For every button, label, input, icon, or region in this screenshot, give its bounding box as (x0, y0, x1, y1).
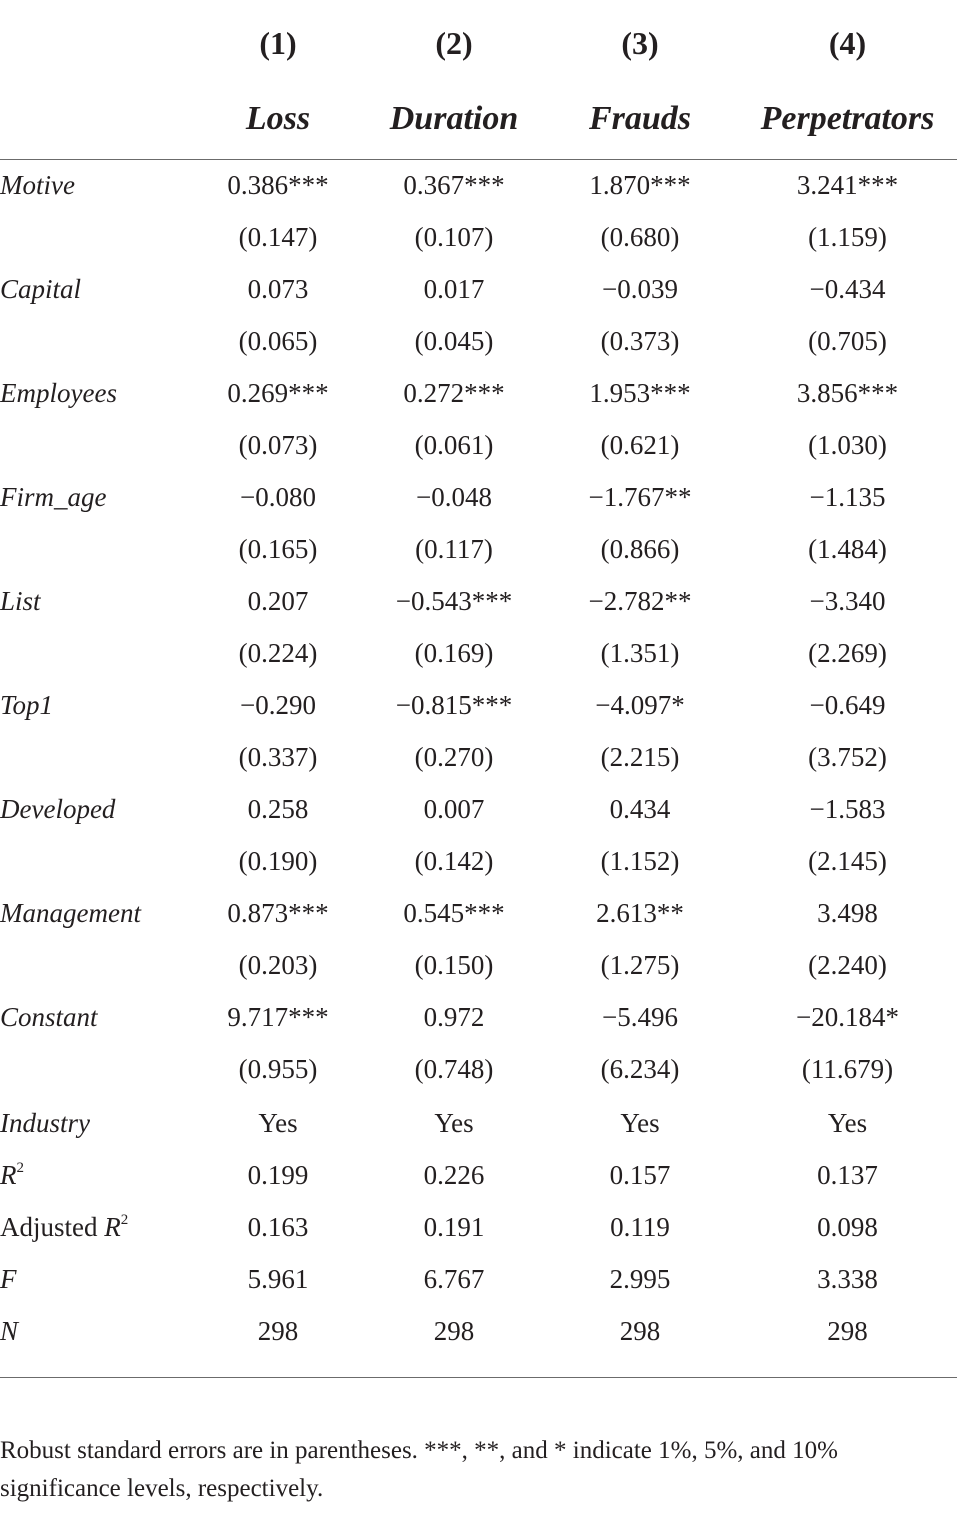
coef-cell: −0.080 (240, 482, 316, 512)
se-cell: (0.866) (600, 534, 680, 564)
se-cell: (0.150) (414, 950, 494, 980)
row-label: List (0, 586, 41, 616)
coef-cell: 0.873*** (227, 898, 329, 928)
table-row-management (0, 887, 957, 939)
se-cell: (1.275) (600, 950, 680, 980)
stat-cell: Yes (434, 1108, 474, 1138)
se-cell: (0.165) (238, 534, 318, 564)
table-row-developed (0, 783, 957, 835)
coef-cell: −3.340 (809, 586, 886, 616)
row-label: Industry (0, 1108, 90, 1138)
coef-cell: 0.073 (247, 274, 309, 304)
coef-cell: 0.386*** (227, 170, 329, 200)
table-row-constant (0, 991, 957, 1043)
table-row-industry (0, 1097, 957, 1149)
se-cell: (2.240) (808, 950, 887, 980)
label-r: R (0, 1160, 17, 1190)
table-footnote: Robust standard errors are in parentheses. ***, **, and * indicate 1%, 5%, and 10% significance levels, respectively. (0, 1437, 838, 1502)
table-row-developed-se (0, 835, 957, 887)
table-row-employees-se (0, 419, 957, 471)
coef-cell: −0.048 (416, 482, 492, 512)
coef-cell: −1.767** (588, 482, 692, 512)
se-cell: (1.030) (808, 430, 887, 460)
coef-cell: −1.583 (809, 794, 886, 824)
table-row-constant-se (0, 1043, 957, 1095)
stat-cell: 3.338 (817, 1264, 878, 1294)
se-cell: (0.190) (238, 846, 318, 876)
table-row-adjusted-r-squared (0, 1201, 957, 1253)
stat-cell: 0.098 (817, 1212, 878, 1242)
stat-cell: 0.191 (423, 1212, 485, 1242)
coef-cell: 0.269*** (227, 378, 329, 408)
row-label (0, 1201, 128, 1253)
label-sup: 2 (16, 1160, 24, 1176)
table-row-r-squared (0, 1149, 957, 1201)
header-name-loss: Loss (245, 100, 311, 137)
se-cell: (1.351) (600, 638, 680, 668)
table-row-motive (0, 159, 957, 211)
stat-cell: 298 (827, 1316, 868, 1346)
stat-cell: 0.137 (817, 1160, 878, 1190)
coef-cell: 3.856*** (796, 378, 899, 408)
coef-cell: 0.367*** (403, 170, 505, 200)
se-cell: (0.270) (414, 742, 494, 772)
header-name-perpetrators: Perpetrators (760, 100, 935, 137)
stat-cell: 0.226 (423, 1160, 485, 1190)
coef-cell: 3.498 (817, 898, 878, 928)
coef-cell: 0.972 (423, 1002, 485, 1032)
se-cell: (11.679) (801, 1054, 894, 1084)
coef-cell: −0.039 (602, 274, 678, 304)
coef-cell: −0.649 (809, 690, 886, 720)
coef-cell: −5.496 (602, 1002, 678, 1032)
stat-cell: Yes (620, 1108, 660, 1138)
coef-cell: 1.953*** (589, 378, 691, 408)
row-label (0, 1149, 24, 1201)
table-row-management-se (0, 939, 957, 991)
label-sup: 2 (120, 1212, 129, 1228)
se-cell: (2.269) (808, 638, 887, 668)
se-cell: (0.107) (414, 222, 494, 252)
se-cell: (0.621) (600, 430, 680, 460)
coef-cell: −0.434 (809, 274, 886, 304)
se-cell: (0.147) (238, 222, 318, 252)
stat-cell: 5.961 (247, 1264, 309, 1294)
coef-cell: 0.258 (247, 794, 309, 824)
stat-cell: Yes (258, 1108, 298, 1138)
table-row-firm-age-se (0, 523, 957, 575)
header-name-duration: Duration (389, 100, 519, 137)
table-row-n (0, 1305, 957, 1357)
stat-cell: 6.767 (423, 1264, 485, 1294)
se-cell: (0.224) (238, 638, 318, 668)
row-label: Constant (0, 1002, 98, 1032)
stat-cell: Yes (827, 1108, 868, 1138)
se-cell: (6.234) (600, 1054, 680, 1084)
table-row-employees (0, 367, 957, 419)
se-cell: (0.142) (414, 846, 494, 876)
stat-cell: 0.199 (247, 1160, 309, 1190)
se-cell: (1.152) (600, 846, 680, 876)
coef-cell: −0.543*** (395, 586, 513, 616)
se-cell: (2.145) (808, 846, 887, 876)
table-row-top1 (0, 679, 957, 731)
table-row-capital (0, 263, 957, 315)
label-r: R (104, 1212, 121, 1242)
se-cell: (0.061) (414, 430, 494, 460)
row-label: Capital (0, 274, 82, 304)
label-prefix: Adjusted (0, 1212, 105, 1242)
table-row-firm-age (0, 471, 957, 523)
row-label: Top1 (0, 690, 54, 720)
table-row-list-se (0, 627, 957, 679)
coef-cell: 2.613** (596, 898, 684, 928)
row-label: Motive (0, 170, 75, 200)
se-cell: (0.169) (414, 638, 494, 668)
coef-cell: −4.097* (595, 690, 685, 720)
table-bottom-rule (0, 1377, 957, 1378)
stat-cell: 0.163 (247, 1212, 309, 1242)
stat-cell: 298 (433, 1316, 475, 1346)
table-row-capital-se (0, 315, 957, 367)
header-name-frauds: Frauds (588, 100, 692, 137)
se-cell: (0.073) (238, 430, 318, 460)
row-label: F (0, 1264, 17, 1294)
table-row-list (0, 575, 957, 627)
coef-cell: 0.207 (247, 586, 309, 616)
row-label: Developed (0, 794, 116, 824)
row-label: N (0, 1316, 19, 1346)
coef-cell: 0.434 (609, 794, 671, 824)
header-number-1: (1) (259, 25, 297, 61)
se-cell: (0.117) (415, 534, 493, 564)
header-number-3: (3) (621, 25, 659, 61)
se-cell: (0.373) (600, 326, 680, 356)
table-row-motive-se (0, 211, 957, 263)
coef-cell: −1.135 (809, 482, 886, 512)
table-row-f (0, 1253, 957, 1305)
row-label: Employees (0, 378, 117, 408)
se-cell: (2.215) (600, 742, 680, 772)
se-cell: (0.203) (238, 950, 318, 980)
coef-cell: 0.545*** (403, 898, 505, 928)
se-cell: (0.680) (600, 222, 680, 252)
coef-cell: 1.870*** (589, 170, 691, 200)
se-cell: (0.065) (238, 326, 318, 356)
se-cell: (1.159) (808, 222, 887, 252)
table-row-top1-se (0, 731, 957, 783)
se-cell: (0.748) (414, 1054, 494, 1084)
coef-cell: 3.241*** (796, 170, 899, 200)
coef-cell: 9.717*** (227, 1002, 329, 1032)
se-cell: (3.752) (808, 742, 887, 772)
coef-cell: −20.184* (796, 1002, 899, 1032)
stat-cell: 0.157 (609, 1160, 671, 1190)
se-cell: (0.705) (808, 326, 887, 356)
row-label: Firm_age (0, 482, 107, 512)
stat-cell: 298 (257, 1316, 299, 1346)
se-cell: (1.484) (808, 534, 887, 564)
se-cell: (0.045) (414, 326, 494, 356)
se-cell: (0.337) (238, 742, 318, 772)
coef-cell: −0.290 (240, 690, 316, 720)
coef-cell: −2.782** (588, 586, 692, 616)
stat-cell: 298 (619, 1316, 661, 1346)
header-number-2: (2) (435, 25, 473, 61)
row-label: Management (0, 898, 141, 928)
stat-cell: 0.119 (610, 1212, 670, 1242)
stat-cell: 2.995 (609, 1264, 671, 1294)
coef-cell: 0.017 (423, 274, 485, 304)
se-cell: (0.955) (238, 1054, 318, 1084)
coef-cell: 0.272*** (403, 378, 505, 408)
coef-cell: 0.007 (423, 794, 485, 824)
header-number-4: (4) (828, 25, 867, 61)
coef-cell: −0.815*** (395, 690, 513, 720)
